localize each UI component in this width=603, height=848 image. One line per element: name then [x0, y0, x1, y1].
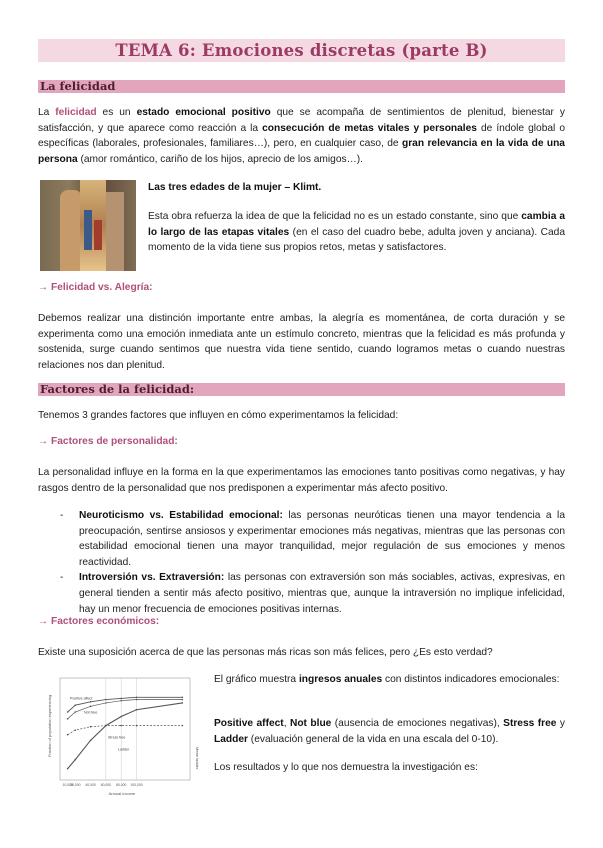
- x-tick-label: 10,000: [62, 783, 73, 787]
- klimt-caption: Las tres edades de la mujer – Klimt.: [148, 182, 322, 193]
- data-point: [74, 759, 76, 761]
- plot-frame: [60, 678, 190, 780]
- data-point: [74, 729, 76, 731]
- x-tick-label: 20,000: [70, 783, 81, 787]
- series-line-stress-free: [68, 726, 183, 735]
- data-point: [67, 734, 69, 736]
- highlight-felicidad: felicidad: [55, 107, 97, 118]
- personality-traits-list: [60, 508, 565, 617]
- data-point: [67, 768, 69, 770]
- section-header-felicidad: [38, 80, 565, 93]
- data-point: [136, 725, 138, 727]
- data-point: [120, 700, 122, 702]
- section-title: La felicidad: [40, 79, 116, 93]
- series-label: Not blue: [84, 710, 98, 715]
- paragraph-factores-intro: Tenemos 3 grandes factores que influyen en cómo experimentamos la felicidad:: [38, 410, 399, 421]
- x-tick-label: 80,000: [115, 783, 127, 787]
- graph-results-intro: Los resultados y lo que nos demuestra la investigación es:: [214, 762, 478, 773]
- series-line-not-blue: [68, 700, 183, 719]
- title-banner: [38, 39, 565, 62]
- income-emotion-chart: [44, 672, 204, 797]
- graph-indicators: Positive affect, Not blue (ausencia de emociones negativas), Stress free y Ladder (evaluación general de la vida en una escala del 0-10).: [214, 718, 565, 745]
- data-point: [182, 699, 184, 701]
- x-tick-label: 40,000: [85, 783, 96, 787]
- subheading-personalidad: → Factores de personalidad:: [38, 436, 178, 447]
- data-point: [136, 696, 138, 698]
- data-point: [105, 699, 107, 701]
- y2-axis-label: Mean ladder: [195, 747, 200, 770]
- data-point: [90, 701, 92, 703]
- data-point: [120, 716, 122, 718]
- data-point: [74, 711, 76, 713]
- graph-description: El gráfico muestra ingresos anuales con distintos indicadores emocionales:: [214, 674, 560, 685]
- data-point: [105, 702, 107, 704]
- data-point: [182, 725, 184, 727]
- x-axis-label: Annual income: [108, 791, 136, 796]
- data-point: [182, 702, 184, 704]
- series-label: Ladder: [118, 747, 130, 752]
- klimt-painting-image: [40, 180, 136, 271]
- subheading-felicidad-alegria: → Felicidad vs. Alegría:: [38, 282, 153, 293]
- paragraph-felicidad-definition: La felicidad es un estado emocional positivo que se acompaña de sentimientos de plenitud, bienestar y satisfacción, y que aparece como reacción a la consecución de metas vitales y personales de índole global o específicas (laborales, profesionales, familiares…), pero, en cualquier caso, de gran relevancia en la vida de una persona (amor romántico, cariño de los hijos, aprecio de los amigos…).: [38, 107, 565, 165]
- page-title: TEMA 6: Emociones discretas (parte B): [115, 41, 488, 60]
- list-item: - Neuroticismo vs. Estabilidad emocional: las personas neuróticas tienen una mayor tendencia a la preocupación, sentirse ansiosos y experimentar emociones más negativas, mientras que las personas con estabilidad emocional tienen una mayor tranquilidad, mejor regulación de sus emociones y menos reactividad.: [60, 510, 565, 568]
- data-point: [67, 718, 69, 720]
- data-point: [90, 740, 92, 742]
- subheading-economicos: → Factores económicos:: [38, 616, 160, 627]
- series-label: Stress free: [108, 735, 126, 740]
- y-axis-label: Fraction of population experiencing: [47, 694, 52, 757]
- x-tick-label: 60,000: [100, 783, 112, 787]
- data-point: [136, 709, 138, 711]
- section-header-factores: [38, 383, 565, 396]
- section-title: Factores de la felicidad:: [40, 382, 195, 396]
- data-point: [105, 725, 107, 727]
- x-tick-label: 100,000: [130, 783, 143, 787]
- data-point: [67, 711, 69, 713]
- paragraph-economicos: Existe una suposición acerca de que las personas más ricas son más felices, pero ¿Es esto verdad?: [38, 647, 493, 658]
- paragraph-felicidad-alegria: Debemos realizar una distinción importante entre ambas, la alegría es momentánea, de corta duración y se experimenta como una emoción inmediata ante un estímulo concreto, mientras que la felicidad es más profunda y sostenida, surge cuando sentimos que nuestra vida tiene sentido, cuando logramos metas o cuando nuestras relaciones nos dan plenitud.: [38, 313, 565, 371]
- klimt-description: Esta obra refuerza la idea de que la felicidad no es un estado constante, sino que cambia a lo largo de las etapas vitales (en el caso del cuadro bebe, adulta joven y anciana). Cada momento de la vida tiene sus propios retos, metas y satisfactores.: [148, 211, 565, 254]
- list-item: - Introversión vs. Extraversión: las personas con extraversión son más sociables, activas, expresivas, en general tienden a sentir más afecto positivo, mientras que, aunque la intraversión no implique infelicidad, hay un menor frecuencia de emociones positivas internas.: [60, 572, 565, 615]
- data-point: [74, 704, 76, 706]
- data-point: [90, 726, 92, 728]
- paragraph-personalidad: La personalidad influye en la forma en la que experimentamos las emociones tanto positivas como negativas, y hay rasgos dentro de la personalidad que nos predisponen a experimentar más afecto positivo.: [38, 467, 565, 494]
- data-point: [120, 698, 122, 700]
- data-point: [120, 725, 122, 727]
- series-label: Positive affect: [70, 696, 93, 701]
- data-point: [136, 699, 138, 701]
- chart-svg: [44, 672, 204, 797]
- data-point: [90, 706, 92, 708]
- data-point: [182, 696, 184, 698]
